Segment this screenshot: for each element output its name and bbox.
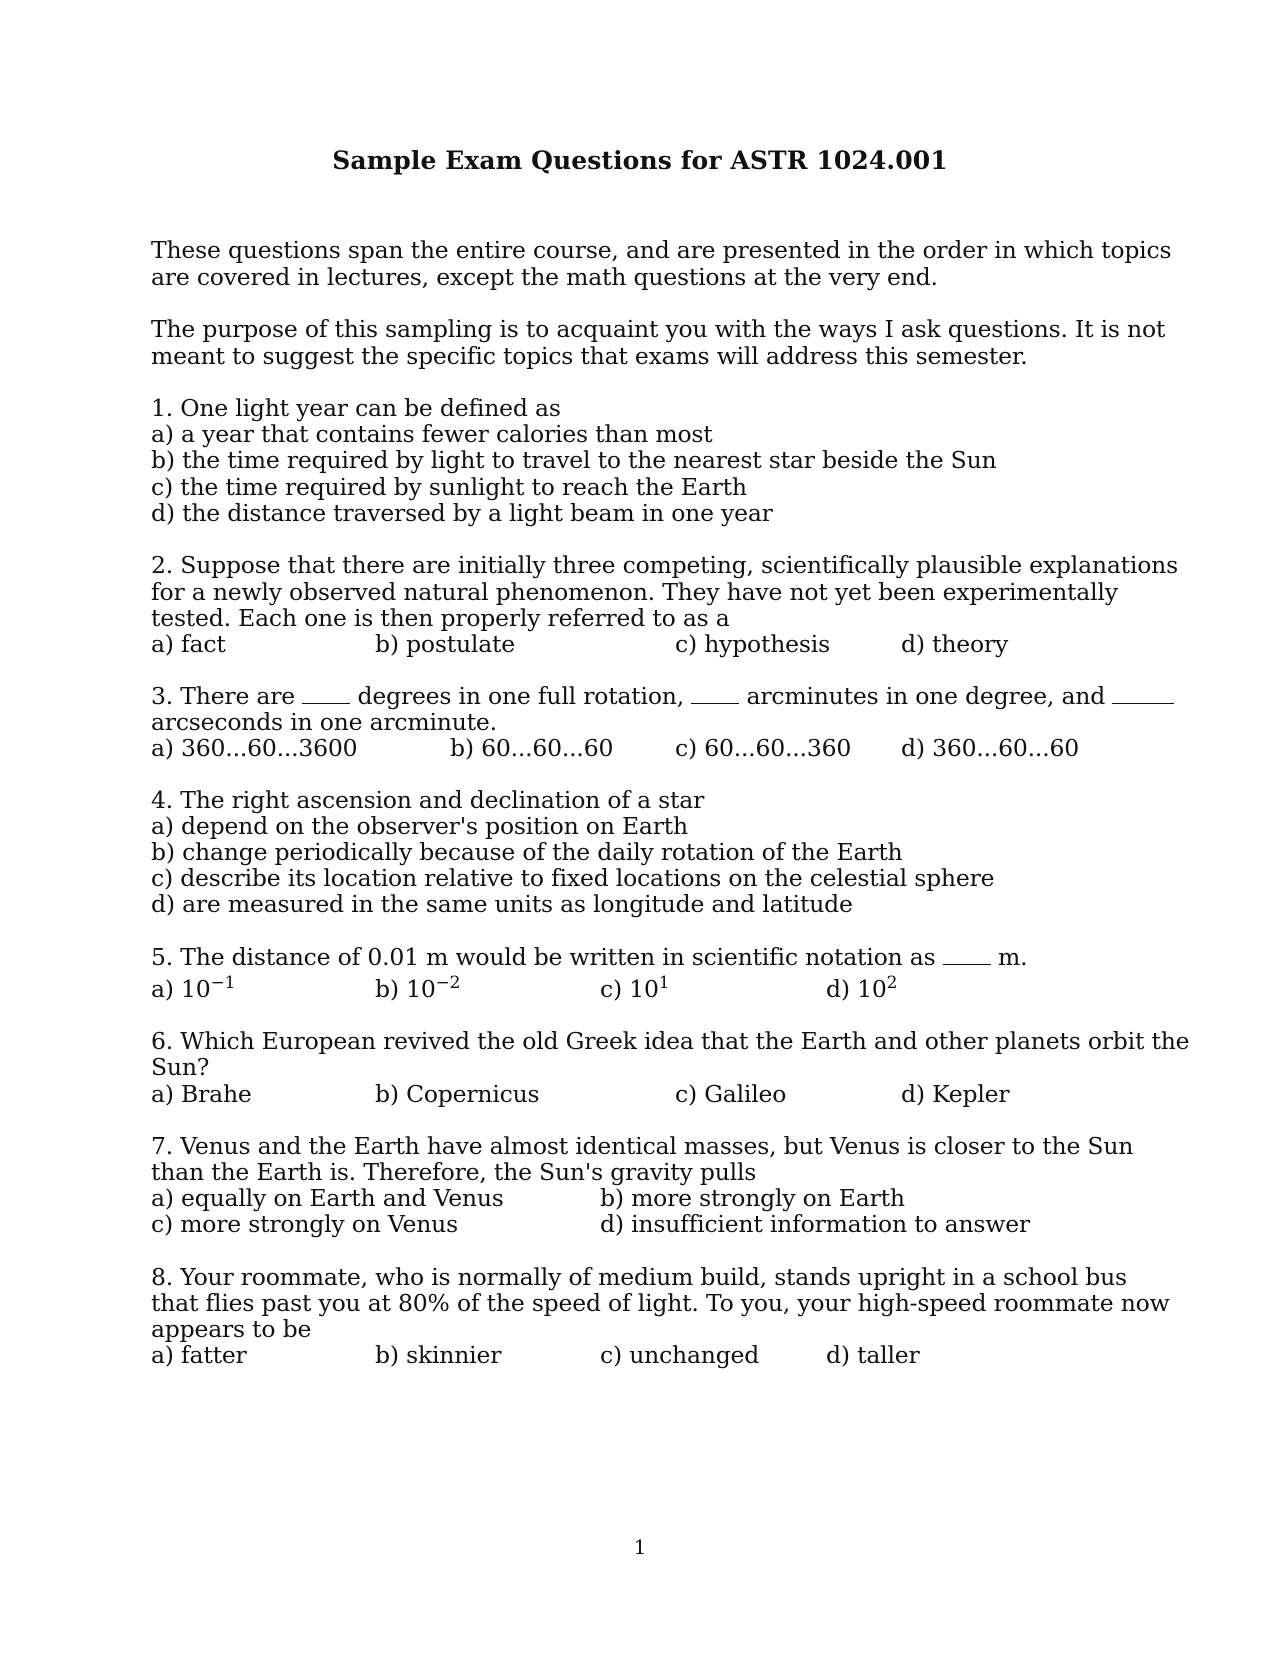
answer-blank	[943, 946, 991, 965]
question-5-option	[151, 975, 235, 1003]
question-4-option: b) change periodically because of the daily rotation of the Earth	[151, 838, 903, 866]
question-8-option: d) taller	[826, 1341, 920, 1369]
question-2-option: b) postulate	[375, 630, 515, 658]
question-7-stem: 7. Venus and the Earth have almost identical masses, but Venus is closer to the Sun	[151, 1132, 1134, 1160]
question-5-stem	[151, 943, 1027, 971]
question-1-option: a) a year that contains fewer calories than most	[151, 420, 713, 448]
question-2-stem: 2. Suppose that there are initially three competing, scientifically plausible explanations	[151, 551, 1178, 579]
question-2-option: c) hypothesis	[675, 630, 830, 658]
question-6-stem: Sun?	[151, 1053, 210, 1081]
question-5-option	[826, 975, 897, 1003]
question-1-stem: 1. One light year can be defined as	[151, 394, 561, 422]
option-base: a) 10	[151, 975, 211, 1003]
intro-line: meant to suggest the specific topics that exams will address this semester.	[151, 342, 1028, 370]
question-7-option: b) more strongly on Earth	[600, 1184, 905, 1212]
question-6-option: c) Galileo	[675, 1080, 787, 1108]
option-base: b) 10	[375, 975, 436, 1003]
question-6-option: a) Brahe	[151, 1080, 252, 1108]
question-5-stem-part: 5. The distance of 0.01 m would be written in scientific notation as	[151, 943, 936, 971]
answer-blank	[691, 685, 739, 704]
question-3-stem: arcseconds in one arcminute.	[151, 708, 497, 736]
question-7-option: d) insufficient information to answer	[600, 1210, 1030, 1238]
question-5-option	[600, 975, 669, 1003]
option-exponent: −1	[210, 973, 236, 993]
question-8-stem: that flies past you at 80% of the speed of light. To you, your high-speed roommate now	[151, 1289, 1170, 1317]
question-4-option: a) depend on the observer's position on Earth	[151, 812, 688, 840]
intro-line: These questions span the entire course, and are presented in the order in which topics	[151, 236, 1172, 264]
answer-blank	[302, 685, 350, 704]
question-1-option: b) the time required by light to travel to the nearest star beside the Sun	[151, 446, 997, 474]
question-3-stem-part: degrees in one full rotation,	[357, 682, 684, 710]
page-title: Sample Exam Questions for ASTR 1024.001	[332, 146, 948, 175]
question-8-option: c) unchanged	[600, 1341, 760, 1369]
question-2-option: a) fact	[151, 630, 226, 658]
question-4-option: c) describe its location relative to fixed locations on the celestial sphere	[151, 864, 995, 892]
option-base: d) 10	[826, 975, 887, 1003]
question-8-option: b) skinnier	[375, 1341, 502, 1369]
option-exponent: 1	[658, 973, 670, 993]
question-3-stem	[151, 682, 1174, 710]
question-1-option: c) the time required by sunlight to reach the Earth	[151, 473, 747, 501]
question-6-option: d) Kepler	[901, 1080, 1010, 1108]
question-1-option: d) the distance traversed by a light beam in one year	[151, 499, 773, 527]
intro-line: The purpose of this sampling is to acquaint you with the ways I ask questions. It is not	[151, 315, 1166, 343]
question-6-option: b) Copernicus	[375, 1080, 540, 1108]
option-exponent: −2	[435, 973, 461, 993]
question-2-stem: for a newly observed natural phenomenon. They have not yet been experimentally	[151, 578, 1118, 606]
question-7-option: c) more strongly on Venus	[151, 1210, 458, 1238]
question-3-stem-part: 3. There are	[151, 682, 295, 710]
question-5-stem-part: m.	[998, 943, 1028, 971]
question-2-stem: tested. Each one is then properly referred to as a	[151, 604, 730, 632]
question-2-option: d) theory	[901, 630, 1009, 658]
question-8-stem: appears to be	[151, 1315, 312, 1343]
question-6-stem: 6. Which European revived the old Greek idea that the Earth and other planets orbit the	[151, 1027, 1190, 1055]
question-3-option: a) 360...60...3600	[151, 734, 358, 762]
question-5-option	[375, 975, 460, 1003]
question-3-option: d) 360...60...60	[901, 734, 1079, 762]
question-7-stem: than the Earth is. Therefore, the Sun's gravity pulls	[151, 1158, 757, 1186]
option-exponent: 2	[886, 973, 898, 993]
question-3-stem-part: arcminutes in one degree, and	[746, 682, 1106, 710]
question-8-option: a) fatter	[151, 1341, 247, 1369]
question-4-stem: 4. The right ascension and declination of a star	[151, 786, 705, 814]
intro-line: are covered in lectures, except the math questions at the very end.	[151, 263, 938, 291]
answer-blank	[1112, 685, 1174, 704]
question-4-option: d) are measured in the same units as longitude and latitude	[151, 890, 853, 918]
question-7-option: a) equally on Earth and Venus	[151, 1184, 504, 1212]
page-number: 1	[633, 1535, 647, 1559]
option-base: c) 10	[600, 975, 659, 1003]
question-8-stem: 8. Your roommate, who is normally of medium build, stands upright in a school bus	[151, 1263, 1127, 1291]
question-3-option: b) 60...60...60	[450, 734, 614, 762]
question-3-option: c) 60...60...360	[675, 734, 852, 762]
